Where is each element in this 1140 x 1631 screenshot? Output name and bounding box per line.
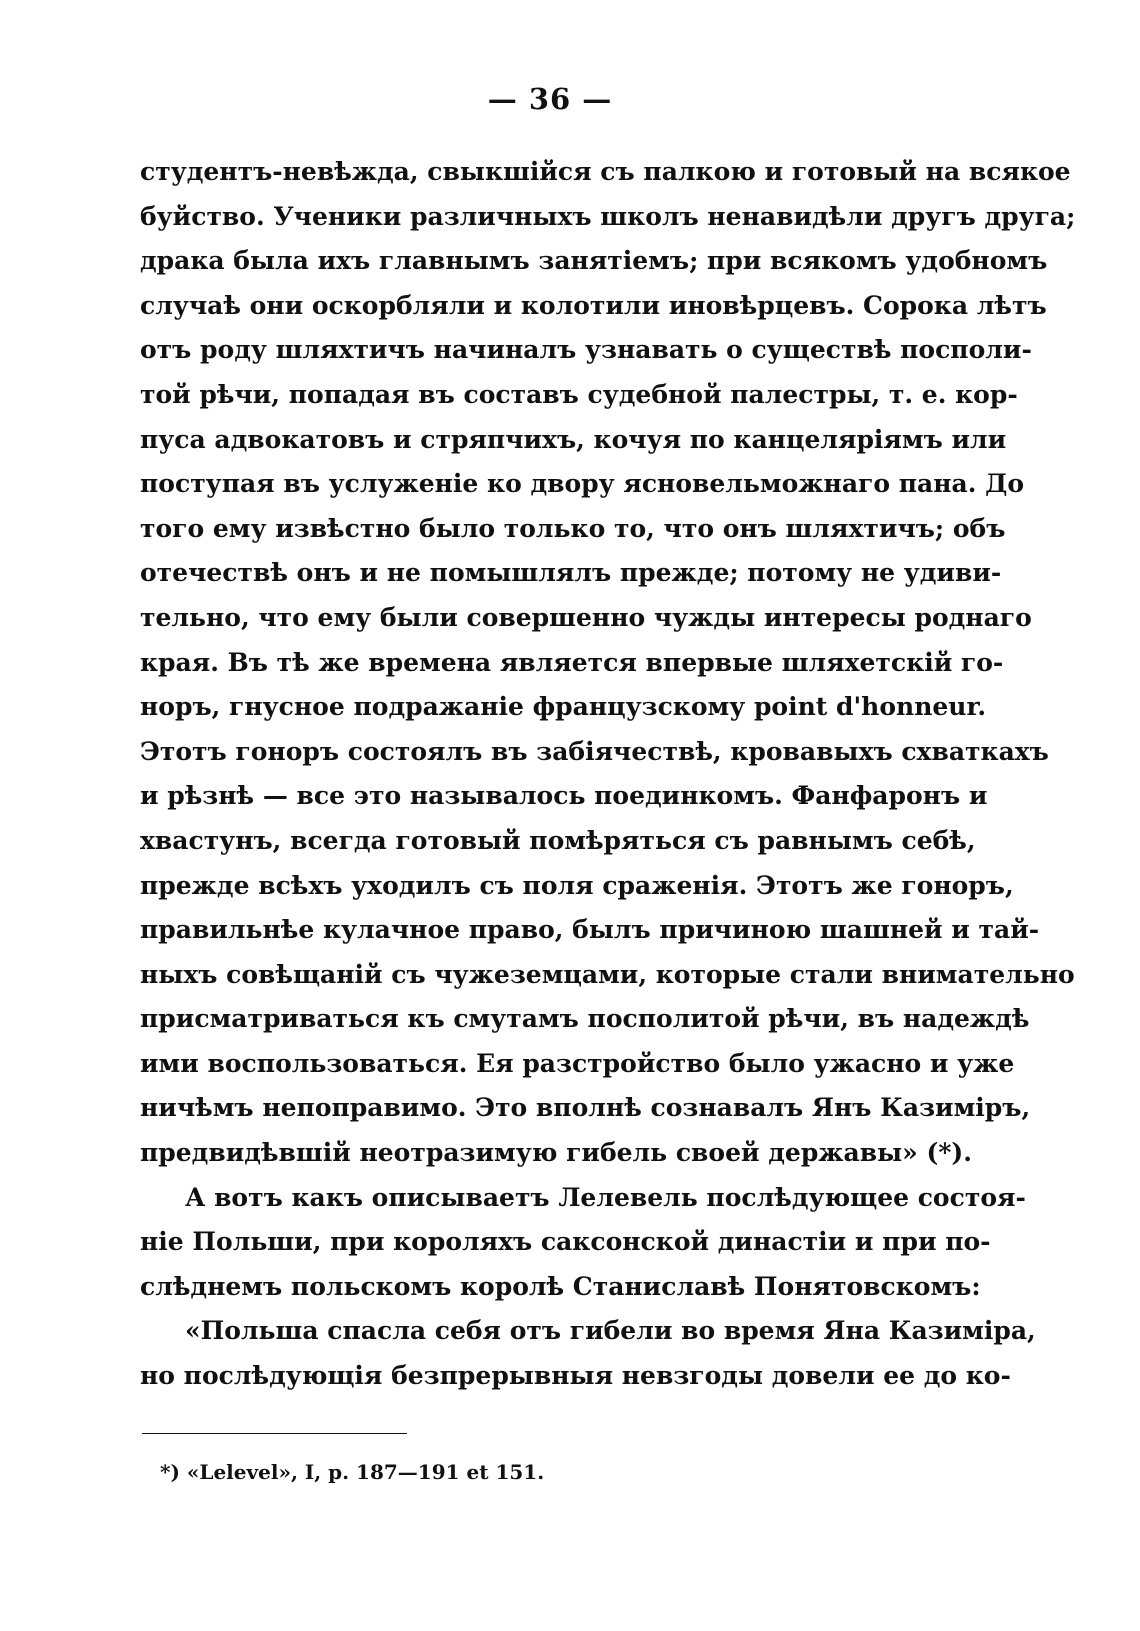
text-line: пуса адвокатовъ и стряпчихъ, кочуя по канцеляріямъ или [140, 424, 1007, 454]
text-line: Этотъ гоноръ состоялъ въ забіячествѣ, кровавыхъ схваткахъ [140, 736, 1049, 766]
page-number: — 36 — [487, 82, 613, 116]
text-line: хвастунъ, всегда готовый помѣряться съ равнымъ себѣ, [140, 825, 976, 855]
text-line: ныхъ совѣщаній съ чужеземцами, которые стали внимательно [140, 959, 1075, 989]
text-line: и рѣзнѣ — все это называлось поединкомъ. Фанфаронъ и [140, 781, 988, 811]
text-line: А вотъ какъ описываетъ Лелевель послѣдующее состоя- [185, 1182, 1026, 1212]
text-line: тельно, что ему были совершенно чужды интересы роднаго [140, 602, 1032, 632]
text-line: слѣднемъ польскомъ королѣ Станиславѣ Понятовскомъ: [140, 1271, 981, 1301]
text-line: драка была ихъ главнымъ занятіемъ; при всякомъ удобномъ [140, 246, 1048, 276]
text-line: буйство. Ученики различныхъ школъ ненавидѣли другъ друга; [140, 201, 1076, 231]
text-line: того ему извѣстно было только то, что онъ шляхтичъ; объ [140, 513, 1006, 543]
text-line: норъ, гнусное подражаніе французскому point d'honneur. [140, 692, 987, 722]
footnote-divider [142, 1433, 407, 1434]
text-line: студентъ-невѣжда, свыкшійся съ палкою и готовый на всякое [140, 157, 1071, 186]
text-line: отъ роду шляхтичъ начиналъ узнавать о существѣ посполи- [140, 335, 1032, 365]
text-line: поступая въ услуженіе ко двору ясновельможнаго пана. До [140, 469, 1025, 499]
text-line: «Польша спасла себя отъ гибели во время Яна Казиміра, [185, 1316, 1036, 1346]
text-line: прежде всѣхъ уходилъ съ поля сраженія. Этотъ же гоноръ, [140, 870, 1014, 900]
text-line: ими воспользоваться. Ея разстройство было ужасно и уже [140, 1048, 1015, 1078]
text-line: края. Въ тѣ же времена является впервые шляхетскій го- [140, 647, 1004, 677]
text-line: ничѣмъ непоправимо. Это вполнѣ сознавалъ Янъ Казиміръ, [140, 1093, 1031, 1123]
footnote: *) «Lelevel», I, p. 187—191 et 151. [160, 1460, 545, 1484]
text-line: но послѣдующія безпрерывныя невзгоды довели ее до ко- [140, 1361, 1011, 1391]
text-line: правильнѣе кулачное право, былъ причиною шашней и тай- [140, 915, 1040, 945]
text-line: отечествѣ онъ и не помышлялъ прежде; потому не удиви- [140, 558, 1002, 588]
text-line: предвидѣвшій неотразимую гибель своей державы» (*). [140, 1138, 972, 1168]
body-text [140, 150, 1076, 1399]
text-line: присматриваться къ смутамъ посполитой рѣчи, въ надеждѣ [140, 1004, 1030, 1034]
text-line: ніе Польши, при короляхъ саксонской династіи и при по- [140, 1227, 991, 1257]
text-line: той рѣчи, попадая въ составъ судебной палестры, т. е. кор- [140, 379, 1018, 409]
text-line: случаѣ они оскорбляли и колотили иновѣрцевъ. Сорока лѣтъ [140, 290, 1047, 320]
